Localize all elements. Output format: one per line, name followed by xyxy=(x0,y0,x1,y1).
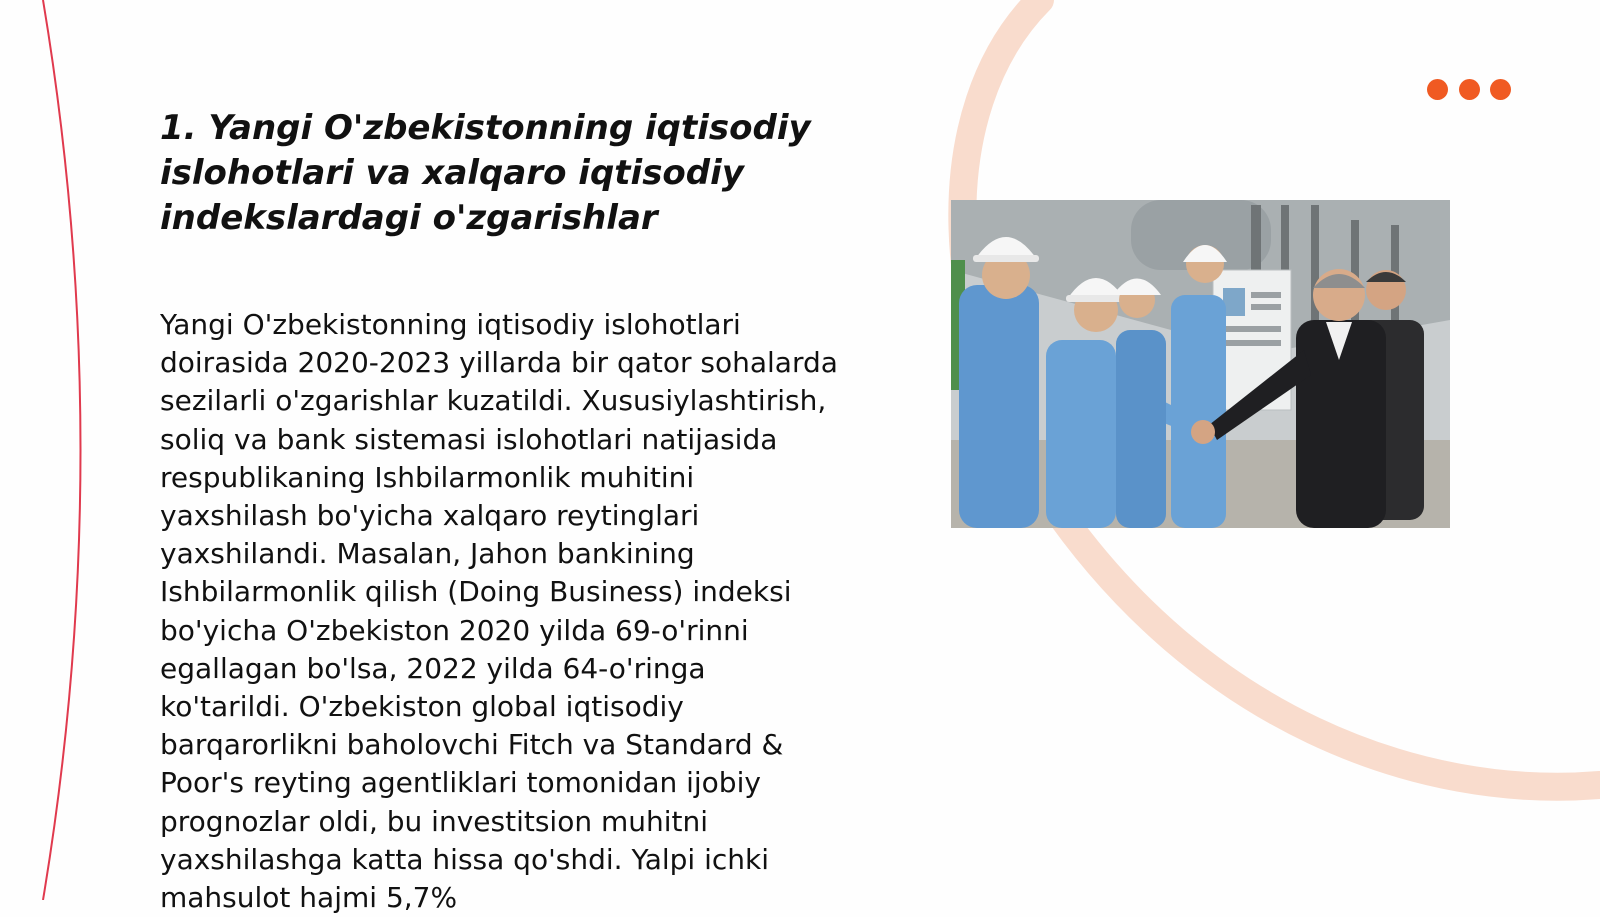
dots-indicator xyxy=(1427,79,1511,100)
orange-dot-icon xyxy=(1427,79,1448,100)
orange-dot-icon xyxy=(1490,79,1511,100)
left-red-curve xyxy=(43,0,81,900)
workers-handshake-photo xyxy=(951,200,1450,528)
slide-body-text: Yangi O'zbekistonning iqtisodiy islohotlari doirasida 2020-2023 yillarda bir qator sohalarda sezilarli o'zgarishlar kuzatildi. Xususiylashtirish, soliq va bank sistemasi islohotlari natijasida respublikaning Ishbilarmonlik muhitini yaxshilash bo'yicha xalqaro reytinglari yaxshilandi. Masalan, Jahon bankining Ishbilarmonlik qilish (Doing Business) indeksi bo'yicha O'zbekiston 2020 yilda 69-o'rinni egallagan bo'lsa, 2022 yilda 64-o'ringa ko'tarildi. O'zbekiston global iqtisodiy barqarorlikni baholovchi Fitch va Standard & Poor's reyting agentliklari tomonidan ijobiy prognozlar oldi, bu investitsion muhitni yaxshilashga katta hissa qo'shdi. Yalpi ichki mahsulot hajmi 5,7% xyxy=(160,308,838,915)
orange-dot-icon xyxy=(1459,79,1480,100)
slide-title: 1. Yangi O'zbekistonning iqtisodiy islohotlari va xalqaro iqtisodiy indekslardagi o'zgarishlar xyxy=(160,108,811,238)
